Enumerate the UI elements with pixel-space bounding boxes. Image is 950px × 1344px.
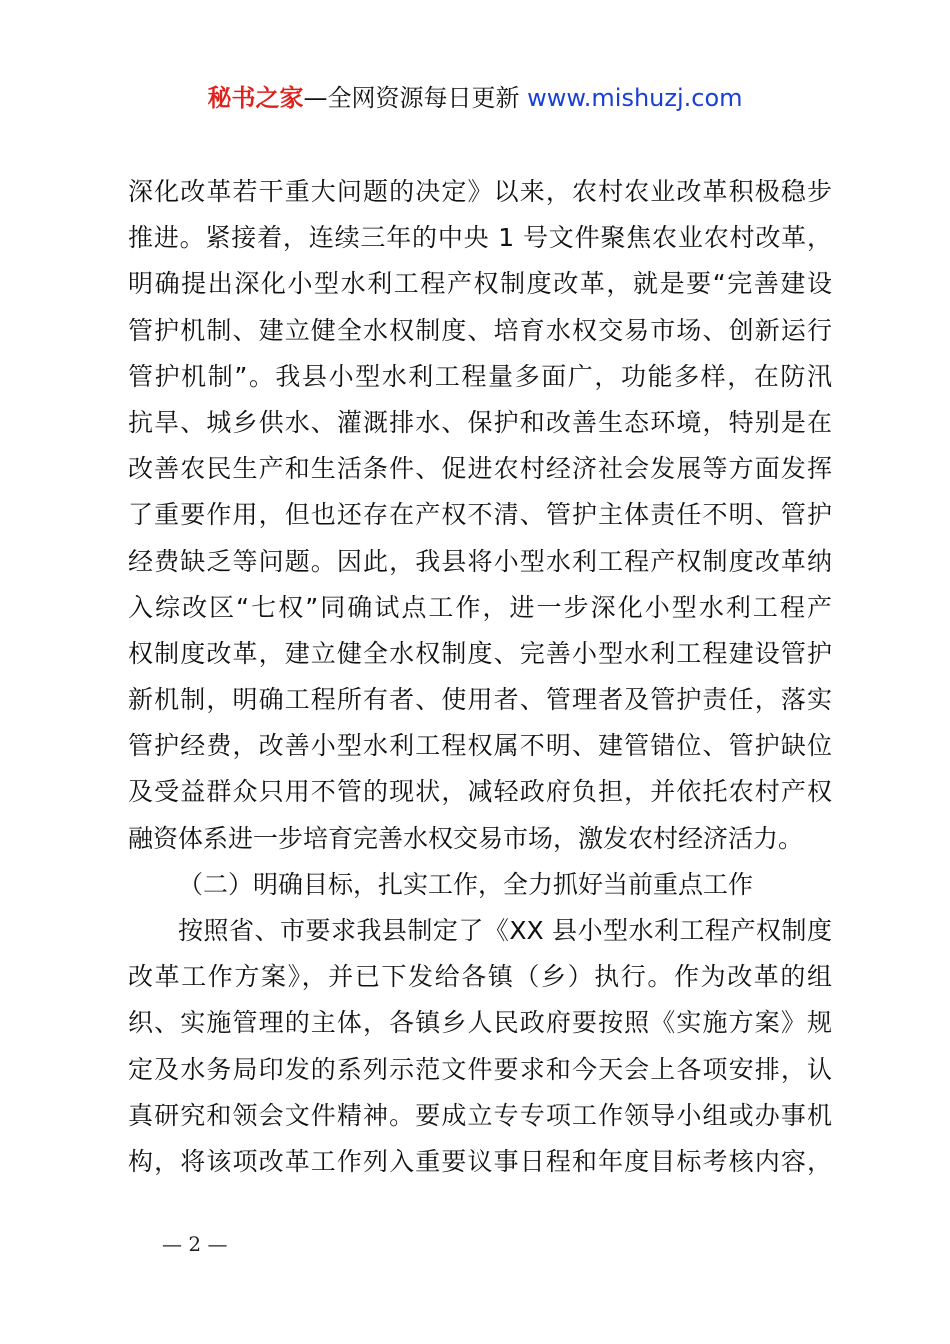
text-line: 新机制，明确工程所有者、使用者、管理者及管护责任，落实	[128, 685, 832, 715]
text-line: 及受益群众只用不管的现状，减轻政府负担，并依托农村产权	[128, 777, 832, 807]
site-header	[0, 78, 950, 118]
text-line: 织、实施管理的主体，各镇乡人民政府要按照《实施方案》规	[128, 1008, 832, 1038]
text-line: 入综改区“七权”同确试点工作，进一步深化小型水利工程产	[128, 592, 832, 622]
body-text	[128, 169, 832, 1185]
text-line: 抗旱、城乡供水、灌溉排水、保护和改善生态环境，特别是在	[128, 407, 832, 437]
text-line: 管护机制、建立健全水权制度、培育水权交易市场、创新运行	[128, 315, 832, 345]
text-line: 融资体系进一步培育完善水权交易市场，激发农村经济活力。	[128, 823, 804, 853]
text-line: 管护经费，改善小型水利工程权属不明、建管错位、管护缺位	[128, 731, 832, 761]
text-line: 改善农民生产和生活条件、促进农村经济社会发展等方面发挥	[128, 454, 832, 484]
text-line: 经费缺乏等问题。因此，我县将小型水利工程产权制度改革纳	[128, 546, 832, 576]
text-line: 真研究和领会文件精神。要成立专专项工作领导小组或办事机	[128, 1100, 832, 1130]
text-line: 了重要作用，但也还存在产权不清、管护主体责任不明、管护	[128, 500, 832, 530]
text-line: 构，将该项改革工作列入重要议事日程和年度目标考核内容，	[128, 1146, 832, 1176]
text-line: 改革工作方案》，并已下发给各镇（乡）执行。作为改革的组	[128, 962, 832, 992]
header-slogan: —全网资源每日更新	[303, 84, 528, 112]
text-line: 明确提出深化小型水利工程产权制度改革，就是要“完善建设	[128, 269, 832, 299]
text-line: 推进。紧接着，连续三年的中央 1 号文件聚焦农业农村改革，	[128, 223, 832, 253]
section-heading: （二）明确目标，扎实工作，全力抓好当前重点工作	[178, 869, 754, 899]
page-number: — 2 —	[162, 1232, 228, 1256]
text-line: 深化改革若干重大问题的决定》以来，农村农业改革积极稳步	[128, 177, 832, 206]
header-url-link[interactable]: www.mishuzj.com	[527, 84, 743, 112]
text-line: 管护机制”。我县小型水利工程量多面广，功能多样，在防汛	[128, 361, 832, 391]
text-line: 按照省、市要求我县制定了《XX 县小型水利工程产权制度	[178, 916, 832, 945]
header-brand: 秘书之家	[207, 84, 304, 112]
text-line: 定及水务局印发的系列示范文件要求和今天会上各项安排，认	[128, 1054, 832, 1084]
text-line: 权制度改革，建立健全水权制度、完善小型水利工程建设管护	[128, 638, 832, 668]
